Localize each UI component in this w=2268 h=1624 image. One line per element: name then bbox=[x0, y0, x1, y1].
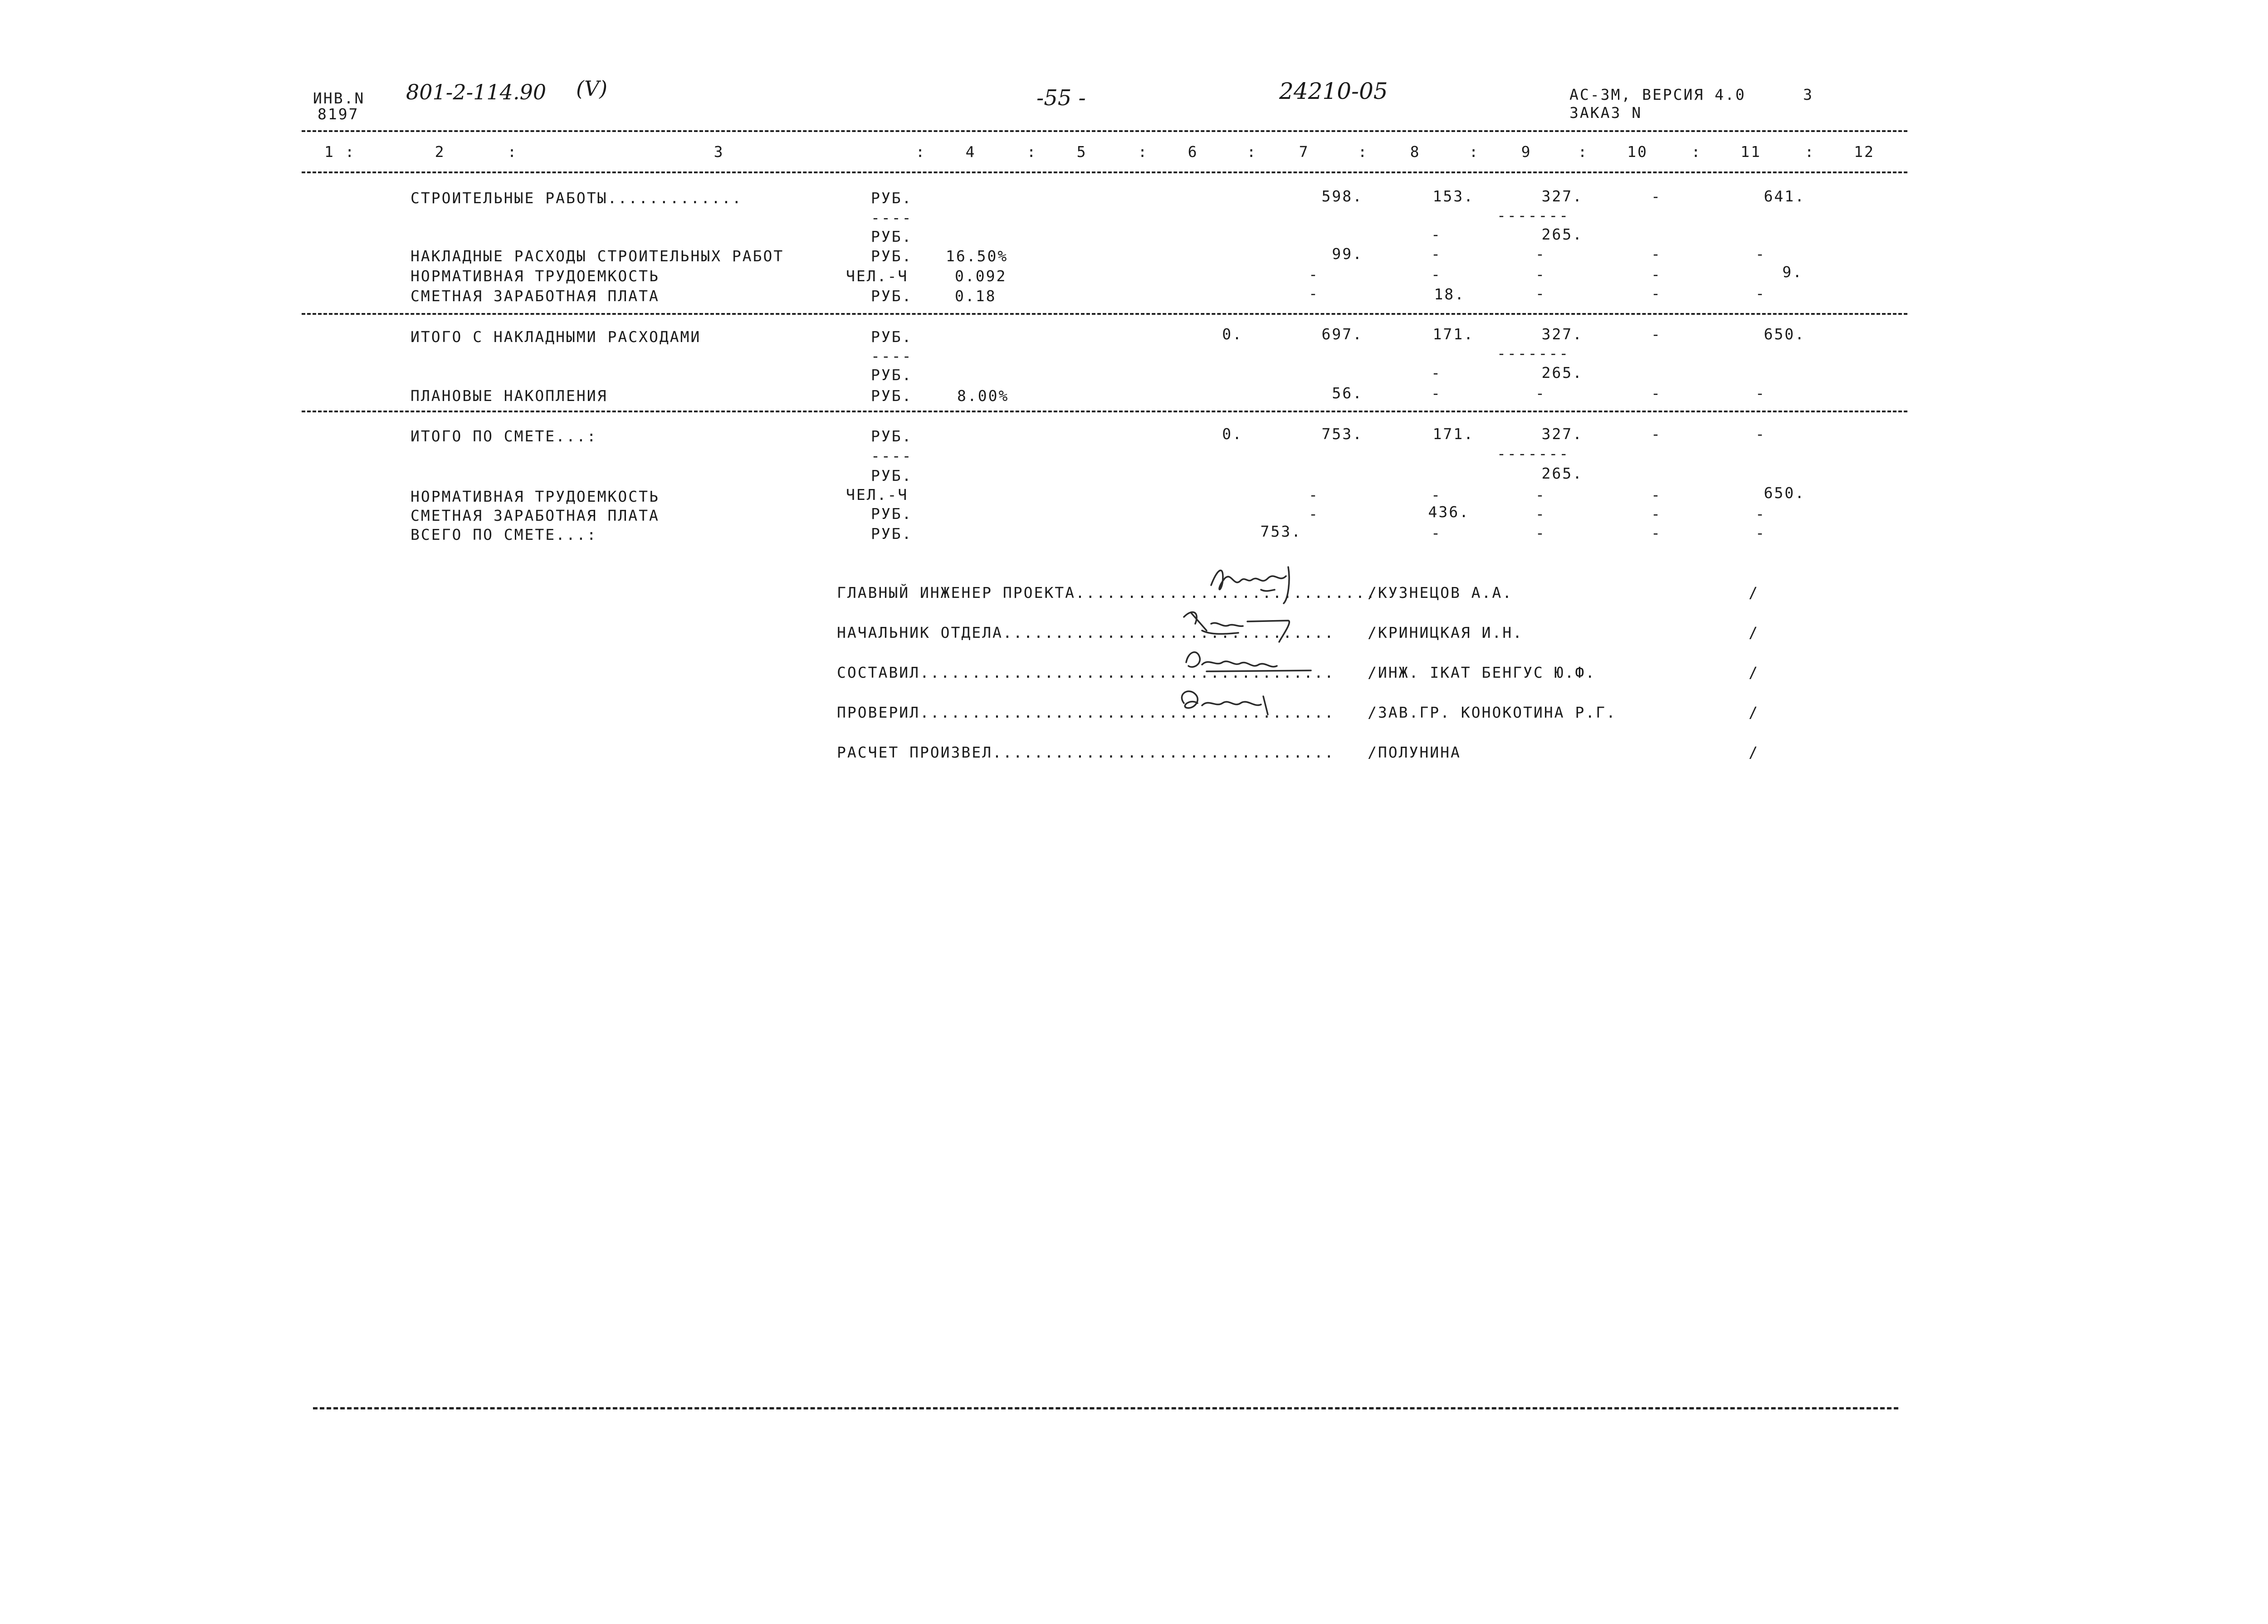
sign-person-department-head: /КРИНИЦКАЯ И.Н. bbox=[1368, 624, 1524, 641]
row-wages2-name: СМЕТНАЯ ЗАРАБОТНАЯ ПЛАТА bbox=[411, 507, 660, 524]
col-sep: : bbox=[1469, 143, 1480, 161]
row-planned-name: ПЛАНОВЫЕ НАКОПЛЕНИЯ bbox=[411, 387, 608, 405]
row-total-estimate-sep: ---- bbox=[871, 447, 913, 465]
row-grand-total-unit: РУБ. bbox=[871, 525, 913, 543]
row-grand-total-c9: - bbox=[1535, 524, 1546, 542]
row-labor-c4: 0.092 bbox=[955, 267, 1007, 285]
sign-role-calculated-by: РАСЧЕТ ПРОИЗВЕЛ................................. bbox=[837, 744, 1335, 761]
row-wages2-c9: - bbox=[1535, 505, 1546, 523]
row-construction-name: СТРОИТЕЛЬНЫЕ РАБОТЫ............. bbox=[411, 189, 743, 207]
col-11: 11 bbox=[1740, 143, 1761, 161]
row-labor2-c11: 650. bbox=[1764, 484, 1805, 502]
row-total-overhead-c7: 697. bbox=[1321, 325, 1363, 343]
row-total-overhead-unit2: РУБ. bbox=[871, 366, 913, 384]
sign-person-checked-by: /ЗАВ.ГР. КОНОКОТИНА Р.Г. bbox=[1368, 704, 1617, 721]
row-labor2-c9: - bbox=[1535, 486, 1546, 504]
row-total-estimate-c10: - bbox=[1651, 425, 1662, 443]
row-total-estimate-c7: 753. bbox=[1321, 425, 1363, 443]
row-total-estimate-c6: 0. bbox=[1222, 425, 1243, 443]
sign-role-chief-engineer: ГЛАВНЫЙ ИНЖЕНЕР ПРОЕКТА............................. bbox=[837, 584, 1377, 602]
row-total-overhead-sep: ---- bbox=[871, 347, 913, 365]
col-sep: : bbox=[1246, 143, 1257, 161]
sign-person-compiled-by: /ИНЖ. IКАТ БЕНГУС Ю.Ф. bbox=[1368, 664, 1596, 681]
row-planned-c4: 8.00% bbox=[957, 387, 1009, 405]
col-7: 7 bbox=[1299, 143, 1310, 161]
sign-role-department-head: НАЧАЛЬНИК ОТДЕЛА................................ bbox=[837, 624, 1335, 641]
row-total-estimate-name: ИТОГО ПО СМЕТЕ...: bbox=[411, 427, 597, 445]
row-planned-c7: 56. bbox=[1332, 384, 1363, 402]
sign-person-calculated-by: /ПОЛУНИНА bbox=[1368, 744, 1461, 761]
row-wages-name: СМЕТНАЯ ЗАРАБОТНАЯ ПЛАТА bbox=[411, 287, 660, 305]
row-total-overhead-unit: РУБ. bbox=[871, 328, 913, 346]
row-wages-c8: 18. bbox=[1434, 285, 1465, 303]
inventory-label: ИНВ.N bbox=[313, 89, 365, 107]
row-labor2-unit: ЧЕЛ.-Ч bbox=[846, 486, 909, 504]
col-6: 6 bbox=[1188, 143, 1198, 161]
row-labor2-c7: - bbox=[1309, 486, 1319, 504]
row-total-estimate-c9b: 265. bbox=[1541, 465, 1583, 482]
signature-department-head bbox=[1175, 603, 1311, 644]
row-planned-c11: - bbox=[1755, 384, 1766, 402]
row-planned-unit: РУБ. bbox=[871, 387, 913, 405]
col-sep: : bbox=[1026, 143, 1037, 161]
signature-checked-by bbox=[1170, 683, 1306, 724]
sheet-number: 3 bbox=[1803, 86, 1813, 103]
row-construction-c9b: 265. bbox=[1541, 225, 1583, 243]
signature-compiled-by bbox=[1179, 644, 1320, 680]
page-bottom-rule bbox=[313, 1407, 1898, 1409]
order-label: ЗАКАЗ N bbox=[1569, 104, 1642, 122]
col-3: 3 bbox=[714, 143, 724, 161]
row-wages-c10: - bbox=[1651, 284, 1662, 302]
row-total-estimate-c11: - bbox=[1755, 425, 1766, 443]
row-total-estimate-c9: 327. bbox=[1541, 425, 1583, 443]
signature-chief-engineer bbox=[1207, 558, 1325, 608]
row-construction-sep: ---- bbox=[871, 209, 913, 226]
row-total-overhead-c8: 171. bbox=[1432, 325, 1474, 343]
row-construction-c9: 327. bbox=[1541, 187, 1583, 205]
row-grand-total-c11: - bbox=[1755, 524, 1766, 542]
document-code: 24210-05 bbox=[1279, 78, 1388, 104]
row-total-overhead-c9b: 265. bbox=[1541, 364, 1583, 382]
row-overhead-unit: РУБ. bbox=[871, 247, 913, 265]
sign-role-checked-by: ПРОВЕРИЛ........................................ bbox=[837, 704, 1335, 721]
row-total-overhead-c9: 327. bbox=[1541, 325, 1583, 343]
row-total-overhead-c10: - bbox=[1651, 325, 1662, 343]
row-total-overhead-c6: 0. bbox=[1222, 325, 1243, 343]
col-10: 10 bbox=[1627, 143, 1648, 161]
row-grand-total-c6: 753. bbox=[1260, 523, 1302, 540]
row-wages-c7: - bbox=[1309, 284, 1319, 302]
row-overhead-name: НАКЛАДНЫЕ РАСХОДЫ СТРОИТЕЛЬНЫХ РАБОТ bbox=[411, 247, 784, 265]
section-rule-1 bbox=[302, 313, 1907, 315]
page-number: -55 - bbox=[1036, 85, 1086, 111]
row-labor-unit: ЧЕЛ.-Ч bbox=[846, 267, 909, 285]
row-total-overhead-c9-sep: ------- bbox=[1497, 344, 1570, 362]
sign-role-compiled-by: СОСТАВИЛ........................................ bbox=[837, 664, 1335, 681]
row-overhead-c4: 16.50% bbox=[946, 247, 1008, 265]
sign-end-chief-engineer: / bbox=[1749, 584, 1759, 602]
row-labor-c7: - bbox=[1309, 265, 1319, 283]
row-grand-total-name: ВСЕГО ПО СМЕТЕ...: bbox=[411, 526, 597, 543]
row-labor-name: НОРМАТИВНАЯ ТРУДОЕМКОСТЬ bbox=[411, 267, 660, 285]
row-overhead-c11: - bbox=[1755, 245, 1766, 263]
row-total-estimate-unit: РУБ. bbox=[871, 427, 913, 445]
row-labor-c9: - bbox=[1535, 265, 1546, 283]
row-construction-c7: 598. bbox=[1321, 187, 1363, 205]
sign-end-compiled-by: / bbox=[1749, 664, 1759, 681]
row-planned-c10: - bbox=[1651, 384, 1662, 402]
row-wages-c11: - bbox=[1755, 284, 1766, 302]
row-overhead-c7: 99. bbox=[1332, 245, 1363, 263]
sign-end-department-head: / bbox=[1749, 624, 1759, 641]
row-construction-unit2: РУБ. bbox=[871, 228, 913, 245]
col-sep: : bbox=[915, 143, 926, 161]
row-planned-c9: - bbox=[1535, 384, 1546, 402]
row-grand-total-c10: - bbox=[1651, 524, 1662, 542]
inventory-number: 8197 bbox=[318, 105, 359, 123]
row-labor2-name: НОРМАТИВНАЯ ТРУДОЕМКОСТЬ bbox=[411, 488, 660, 505]
col-1: 1 : bbox=[324, 143, 356, 161]
row-wages-c4: 0.18 bbox=[955, 287, 997, 305]
section-rule-2 bbox=[302, 411, 1907, 412]
row-construction-unit: РУБ. bbox=[871, 189, 913, 207]
col-sep: : bbox=[1804, 143, 1815, 161]
col-sep: : bbox=[507, 143, 518, 161]
row-labor2-c8: - bbox=[1431, 486, 1442, 504]
row-labor-c8: - bbox=[1431, 265, 1442, 283]
project-code: 801-2-114.90 bbox=[406, 80, 547, 104]
row-overhead-c8: - bbox=[1431, 245, 1442, 263]
row-wages2-c8: 436. bbox=[1428, 503, 1470, 521]
col-sep: : bbox=[1578, 143, 1589, 161]
program-version: АС-3М, ВЕРСИЯ 4.0 bbox=[1569, 86, 1746, 103]
row-labor-c11: 9. bbox=[1782, 263, 1803, 281]
row-wages2-c7: - bbox=[1309, 505, 1319, 523]
col-5: 5 bbox=[1076, 143, 1087, 161]
row-wages-unit: РУБ. bbox=[871, 287, 913, 305]
row-wages-c9: - bbox=[1535, 284, 1546, 302]
row-planned-c8: - bbox=[1431, 384, 1442, 402]
col-sep: : bbox=[1358, 143, 1369, 161]
row-total-overhead-name: ИТОГО С НАКЛАДНЫМИ РАСХОДАМИ bbox=[411, 328, 701, 346]
sign-end-checked-by: / bbox=[1749, 704, 1759, 721]
row-construction-c11: 641. bbox=[1764, 187, 1805, 205]
row-construction-c8b: - bbox=[1431, 225, 1442, 243]
row-total-estimate-c8: 171. bbox=[1432, 425, 1474, 443]
sign-end-calculated-by: / bbox=[1749, 744, 1759, 761]
col-12: 12 bbox=[1854, 143, 1875, 161]
row-wages2-c11: - bbox=[1755, 505, 1766, 523]
col-4: 4 bbox=[965, 143, 976, 161]
row-labor2-c10: - bbox=[1651, 486, 1662, 504]
col-8: 8 bbox=[1410, 143, 1421, 161]
row-overhead-c10: - bbox=[1651, 245, 1662, 263]
col-2: 2 bbox=[435, 143, 445, 161]
row-total-overhead-c11: 650. bbox=[1764, 325, 1805, 343]
sign-person-chief-engineer: /КУЗНЕЦОВ А.А. bbox=[1368, 584, 1513, 602]
row-total-estimate-c9-sep: ------- bbox=[1497, 445, 1570, 462]
row-construction-c9-sep: ------- bbox=[1497, 206, 1570, 224]
row-grand-total-c8: - bbox=[1431, 524, 1442, 542]
row-labor-c10: - bbox=[1651, 265, 1662, 283]
row-total-overhead-c8b: - bbox=[1431, 364, 1442, 382]
col-sep: : bbox=[1138, 143, 1149, 161]
col-sep: : bbox=[1691, 143, 1702, 161]
project-volume: (Ⅴ) bbox=[576, 76, 608, 101]
row-wages2-unit: РУБ. bbox=[871, 505, 913, 523]
header-rule-top bbox=[302, 130, 1907, 132]
row-construction-c10: - bbox=[1651, 187, 1662, 205]
row-total-estimate-unit2: РУБ. bbox=[871, 467, 913, 484]
header-rule-bottom bbox=[302, 171, 1907, 173]
col-9: 9 bbox=[1521, 143, 1532, 161]
row-construction-c8: 153. bbox=[1432, 187, 1474, 205]
row-wages2-c10: - bbox=[1651, 505, 1662, 523]
row-overhead-c9: - bbox=[1535, 245, 1546, 263]
